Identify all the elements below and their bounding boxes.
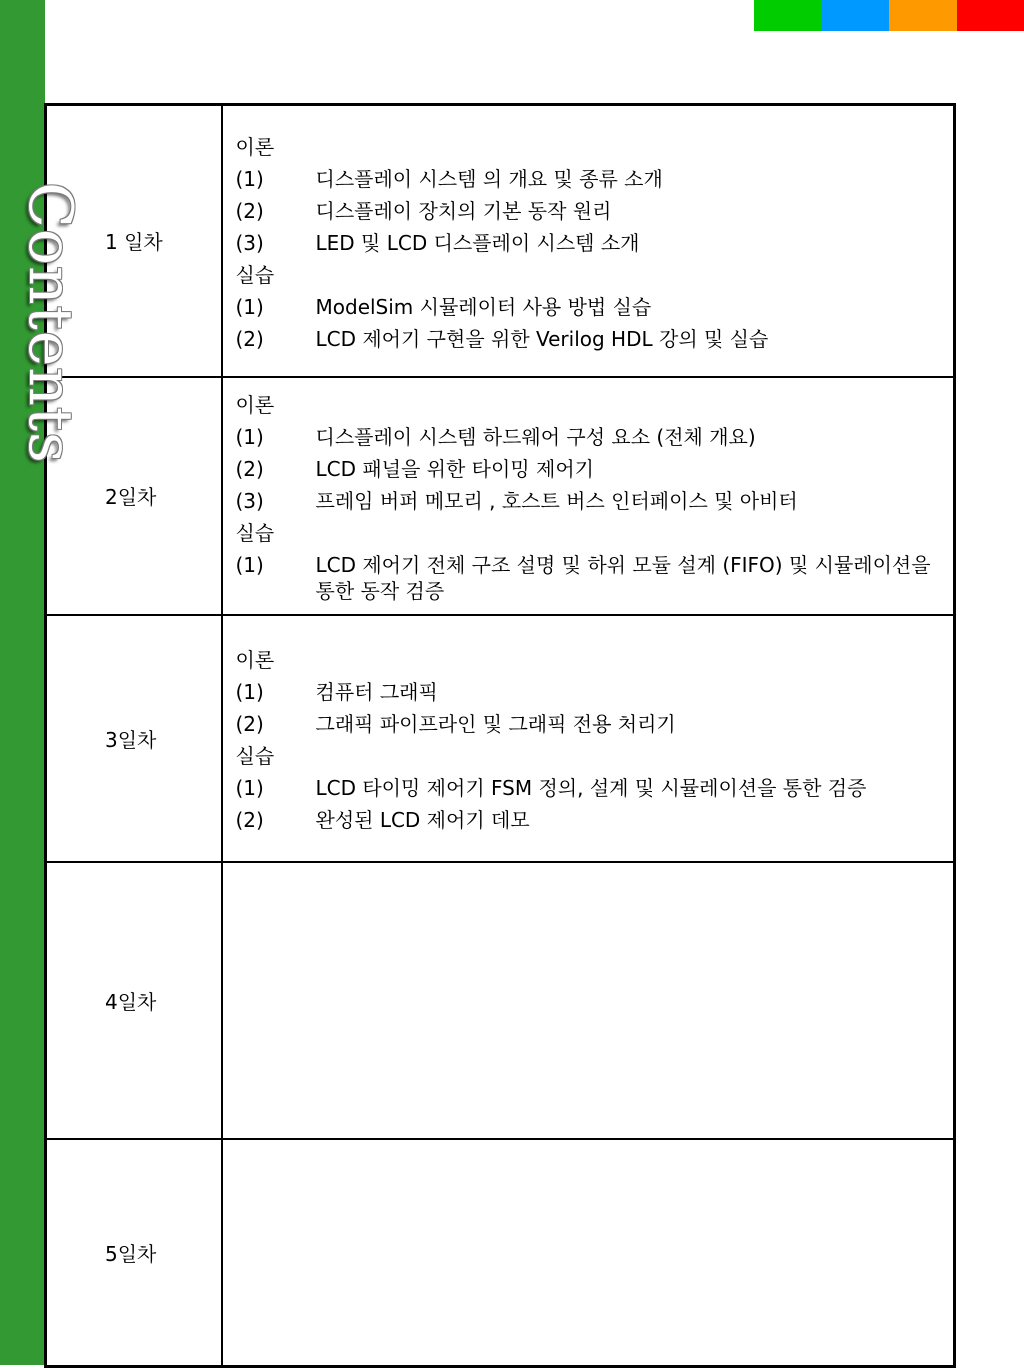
item-number: (2)	[236, 708, 316, 740]
item-number: (2)	[236, 804, 316, 836]
vertical-title: Contents	[22, 182, 78, 502]
item-text: 디스플레이 시스템 의 개요 및 종류 소개	[316, 163, 942, 195]
item-number: (1)	[236, 772, 316, 804]
day-label: 3일차	[46, 615, 222, 862]
section-label: 이론	[236, 644, 942, 676]
list-item	[236, 227, 942, 259]
item-number: (1)	[236, 291, 316, 323]
item-text: LCD 제어기 구현을 위한 Verilog HDL 강의 및 실습	[316, 323, 942, 355]
list-item	[236, 549, 942, 607]
list-item	[236, 676, 942, 708]
item-text: LCD 타이밍 제어기 FSM 정의, 설계 및 시뮬레이션을 통한 검증	[316, 772, 942, 804]
item-text: LCD 제어기 전체 구조 설명 및 하위 모듈 설계 (FIFO) 및 시뮬레이션을 통한 동작 검증	[316, 549, 942, 607]
day-content	[222, 862, 955, 1139]
day-content	[222, 1139, 955, 1367]
schedule-row	[46, 862, 955, 1139]
day-label: 4일차	[46, 862, 222, 1139]
list-item	[236, 291, 942, 323]
day-label: 1 일차	[46, 105, 222, 377]
item-text: LCD 패널을 위한 타이밍 제어기	[316, 453, 942, 485]
color-swatch-red	[957, 0, 1024, 31]
list-item	[236, 163, 942, 195]
item-number: (1)	[236, 676, 316, 708]
item-number: (3)	[236, 227, 316, 259]
item-number: (2)	[236, 453, 316, 485]
item-number: (1)	[236, 549, 316, 581]
color-swatch-green	[754, 0, 822, 31]
list-item	[236, 453, 942, 485]
item-text: 프레임 버퍼 메모리 , 호스트 버스 인터페이스 및 아비터	[316, 485, 942, 517]
color-swatch-blue	[822, 0, 890, 31]
schedule-row	[46, 1139, 955, 1367]
item-text: 디스플레이 장치의 기본 동작 원리	[316, 195, 942, 227]
list-item	[236, 485, 942, 517]
schedule-row	[46, 377, 955, 615]
schedule-table	[44, 103, 956, 1368]
item-text: 완성된 LCD 제어기 데모	[316, 804, 942, 836]
item-number: (1)	[236, 163, 316, 195]
day-label: 5일차	[46, 1139, 222, 1367]
schedule-row	[46, 615, 955, 862]
list-item	[236, 323, 942, 355]
section-label: 실습	[236, 740, 942, 772]
list-item	[236, 421, 942, 453]
day-content	[222, 105, 955, 377]
list-item	[236, 708, 942, 740]
list-item	[236, 804, 942, 836]
section-label: 이론	[236, 389, 942, 421]
item-number: (3)	[236, 485, 316, 517]
item-number: (1)	[236, 421, 316, 453]
item-text: 디스플레이 시스템 하드웨어 구성 요소 (전체 개요)	[316, 421, 942, 453]
list-item	[236, 195, 942, 227]
list-item	[236, 772, 942, 804]
day-label: 2일차	[46, 377, 222, 615]
section-label: 실습	[236, 259, 942, 291]
section-label: 이론	[236, 131, 942, 163]
item-text: LED 및 LCD 디스플레이 시스템 소개	[316, 227, 942, 259]
item-text: 컴퓨터 그래픽	[316, 676, 942, 708]
item-number: (2)	[236, 323, 316, 355]
item-text: 그래픽 파이프라인 및 그래픽 전용 처리기	[316, 708, 942, 740]
day-content	[222, 615, 955, 862]
item-text: ModelSim 시뮬레이터 사용 방법 실습	[316, 291, 942, 323]
item-number: (2)	[236, 195, 316, 227]
color-swatch-orange	[889, 0, 957, 31]
color-strip	[754, 0, 1024, 31]
day-content	[222, 377, 955, 615]
section-label: 실습	[236, 517, 942, 549]
schedule-row	[46, 105, 955, 377]
